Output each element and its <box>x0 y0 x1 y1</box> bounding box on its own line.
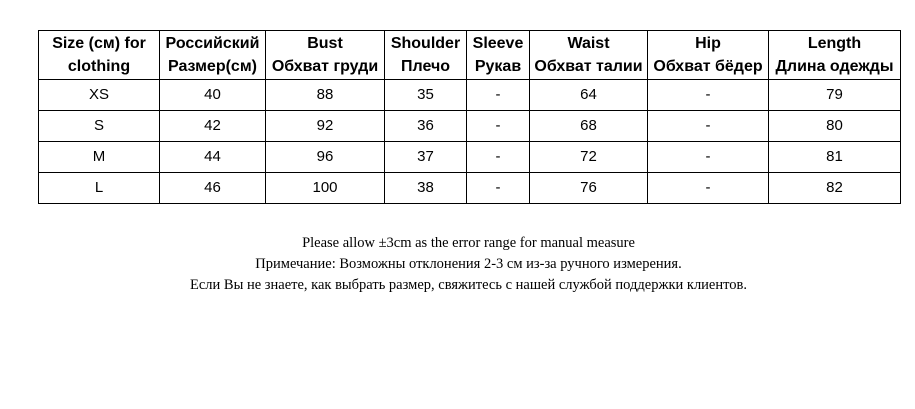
table-row <box>39 111 901 142</box>
header-waist: Waist Обхват талии <box>530 31 648 80</box>
table-row <box>39 142 901 173</box>
table-cell: 38 <box>385 173 467 204</box>
header-size: Size (см) for clothing <box>39 31 160 80</box>
table-cell: 72 <box>530 142 648 173</box>
table-cell: 81 <box>769 142 901 173</box>
table-cell: 68 <box>530 111 648 142</box>
table-cell: 92 <box>266 111 385 142</box>
table-cell: 100 <box>266 173 385 204</box>
table-cell: - <box>467 80 530 111</box>
table-cell: - <box>648 173 769 204</box>
table-cell: - <box>467 173 530 204</box>
table-cell: XS <box>39 80 160 111</box>
header-sleeve: Sleeve Рукав <box>467 31 530 80</box>
table-cell: 42 <box>160 111 266 142</box>
table-cell: S <box>39 111 160 142</box>
table-cell: 37 <box>385 142 467 173</box>
table-cell: - <box>648 80 769 111</box>
table-row <box>39 173 901 204</box>
header-bust: Bust Обхват груди <box>266 31 385 80</box>
note-contact-support: Если Вы не знаете, как выбрать размер, свяжитесь с нашей службой поддержки клиентов. <box>190 277 747 293</box>
table-cell: - <box>648 142 769 173</box>
table-cell: 76 <box>530 173 648 204</box>
table-cell: 88 <box>266 80 385 111</box>
table-cell: 46 <box>160 173 266 204</box>
note-error-range-en: Please allow ±3cm as the error range for manual measure <box>302 235 635 251</box>
header-hip: Hip Обхват бёдер <box>648 31 769 80</box>
note-error-range-ru: Примечание: Возможны отклонения 2-3 см из-за ручного измерения. <box>255 256 682 272</box>
table-row <box>39 80 901 111</box>
table-cell: 96 <box>266 142 385 173</box>
header-length: Length Длина одежды <box>769 31 901 80</box>
table-cell: 35 <box>385 80 467 111</box>
measurement-notes <box>0 233 915 296</box>
table-cell: - <box>648 111 769 142</box>
table-header-row <box>39 31 901 80</box>
table-cell: 64 <box>530 80 648 111</box>
table-cell: 44 <box>160 142 266 173</box>
table-cell: 79 <box>769 80 901 111</box>
table-cell: 80 <box>769 111 901 142</box>
table-cell: - <box>467 111 530 142</box>
table-cell: - <box>467 142 530 173</box>
table-cell: 36 <box>385 111 467 142</box>
table-cell: L <box>39 173 160 204</box>
table-cell: M <box>39 142 160 173</box>
size-chart-table <box>38 30 901 204</box>
header-russian-size: Российский Размер(см) <box>160 31 266 80</box>
table-cell: 40 <box>160 80 266 111</box>
header-shoulder: Shoulder Плечо <box>385 31 467 80</box>
table-cell: 82 <box>769 173 901 204</box>
